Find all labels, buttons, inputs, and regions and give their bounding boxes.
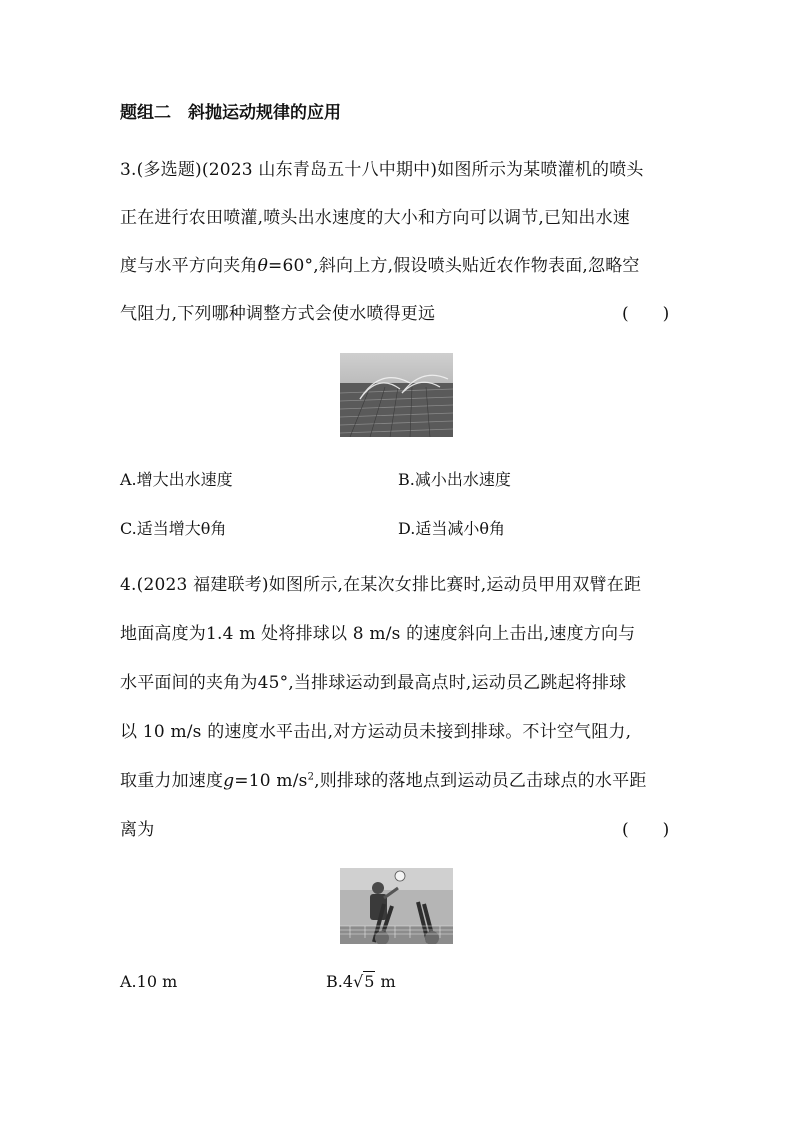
q3-option-b: B.减小出水速度 <box>398 470 511 489</box>
q4-line-3: 水平面间的夹角为45°,当排球运动到最高点时,运动员乙跳起将排球 <box>120 673 627 693</box>
g-symbol: g <box>223 771 235 791</box>
q3-option-d: D.适当减小θ角 <box>398 519 505 538</box>
sprinkler-photo <box>340 353 453 437</box>
theta-symbol: θ <box>257 256 269 276</box>
q3-answer-bracket: ( ) <box>622 304 670 324</box>
q4-option-b: B.4√5 m <box>326 972 396 991</box>
q3-line-4: 气阻力,下列哪种调整方式会使水喷得更远 <box>120 304 436 324</box>
q3-line-1: 3.(多选题)(2023 山东青岛五十八中期中)如图所示为某喷灌机的喷头 <box>120 160 644 180</box>
q3-option-a: A.增大出水速度 <box>120 470 233 489</box>
q4-line-4: 以 10 m/s 的速度水平击出,对方运动员未接到排球。不计空气阻力, <box>120 722 632 742</box>
q3-line-3: 度与水平方向夹角θ=60°,斜向上方,假设喷头贴近农作物表面,忽略空 <box>120 256 640 276</box>
q3-option-c: C.适当增大θ角 <box>120 519 227 538</box>
section-title: 题组二 斜抛运动规律的应用 <box>120 103 341 123</box>
volleyball-photo <box>340 868 453 944</box>
volleyball-image <box>340 868 453 944</box>
q4-line-1: 4.(2023 福建联考)如图所示,在某次女排比赛时,运动员甲用双臂在距 <box>120 575 642 595</box>
sprinkler-image <box>340 353 453 437</box>
q3-line-2: 正在进行农田喷灌,喷头出水速度的大小和方向可以调节,已知出水速 <box>120 208 631 228</box>
q4-line-5: 取重力加速度g=10 $m/s^2$,则排球的落地点到运动员乙击球点的水平距 <box>120 771 647 791</box>
q4-line-2: 地面高度为1.4 m 处将排球以 8 m/s 的速度斜向上击出,速度方向与 <box>120 624 636 644</box>
q4-line-6: 离为 <box>120 820 155 840</box>
q4-answer-bracket: ( ) <box>622 820 670 840</box>
q4-option-a: A.10 m <box>120 972 178 991</box>
sqrt-symbol: √5 <box>353 972 375 991</box>
